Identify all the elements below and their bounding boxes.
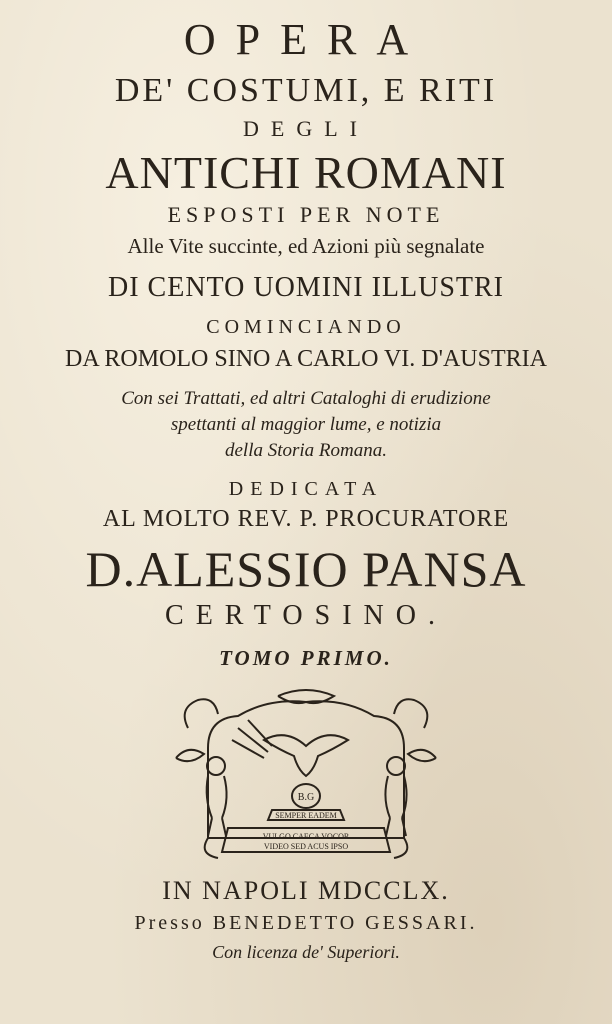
title-costumi-riti: DE' COSTUMI, E RITI xyxy=(114,72,498,109)
right-putto-head xyxy=(387,757,405,775)
printer-device-vignette xyxy=(168,688,444,864)
sun-rays xyxy=(232,720,272,758)
dedicatee-name: D.ALESSIO PANSA xyxy=(85,541,527,597)
left-putto-head xyxy=(207,757,225,775)
subtitle-esposti: ESPOSTI PER NOTE xyxy=(167,202,445,227)
motto-line-1: VULGO CAECA VOCOR xyxy=(262,832,350,841)
description-line-2: spettanti al maggior lume, e notizia xyxy=(170,414,442,435)
description-line-1: Con sei Trattati, ed altri Cataloghi di erudizione xyxy=(121,388,491,409)
volume-label: TOMO PRIMO. xyxy=(219,646,393,670)
subtitle-cominciando: COMINCIANDO xyxy=(206,316,406,338)
imprint-printer: Presso BENEDETTO GESSARI. xyxy=(134,912,478,934)
subtitle-cento-uomini: DI CENTO UOMINI ILLUSTRI xyxy=(108,272,504,303)
top-crest xyxy=(278,690,334,703)
title-degli: DEGLI xyxy=(243,116,369,141)
monogram-text: B.G xyxy=(297,792,315,803)
title-antichi-romani: ANTICHI ROMANI xyxy=(105,147,507,198)
subtitle-vite: Alle Vite succinte, ed Azioni più segnalate xyxy=(127,234,485,258)
left-leaf xyxy=(176,750,204,761)
dedication-rank: AL MOLTO REV. P. PROCURATORE xyxy=(102,506,510,532)
right-scroll xyxy=(394,699,427,728)
ribbon-text: SEMPER EADEM xyxy=(275,811,337,820)
left-putto-body xyxy=(207,776,227,836)
imprint-license: Con licenza de' Superiori. xyxy=(212,942,400,962)
eagle-emblem xyxy=(264,735,348,776)
dedication-label: DEDICATA xyxy=(228,478,384,500)
left-scroll xyxy=(185,699,218,728)
right-leaf xyxy=(408,750,436,761)
dedicatee-order: CERTOSINO. xyxy=(165,600,447,631)
subtitle-romolo-carlo: DA ROMOLO SINO A CARLO VI. D'AUSTRIA xyxy=(65,346,547,372)
title-opera: OPERA xyxy=(183,15,429,64)
motto-line-2: VIDEO SED ACUS IPSO xyxy=(263,842,349,851)
description-line-3: della Storia Romana. xyxy=(224,440,388,461)
imprint-place-date: IN NAPOLI MDCCLX. xyxy=(162,876,450,905)
